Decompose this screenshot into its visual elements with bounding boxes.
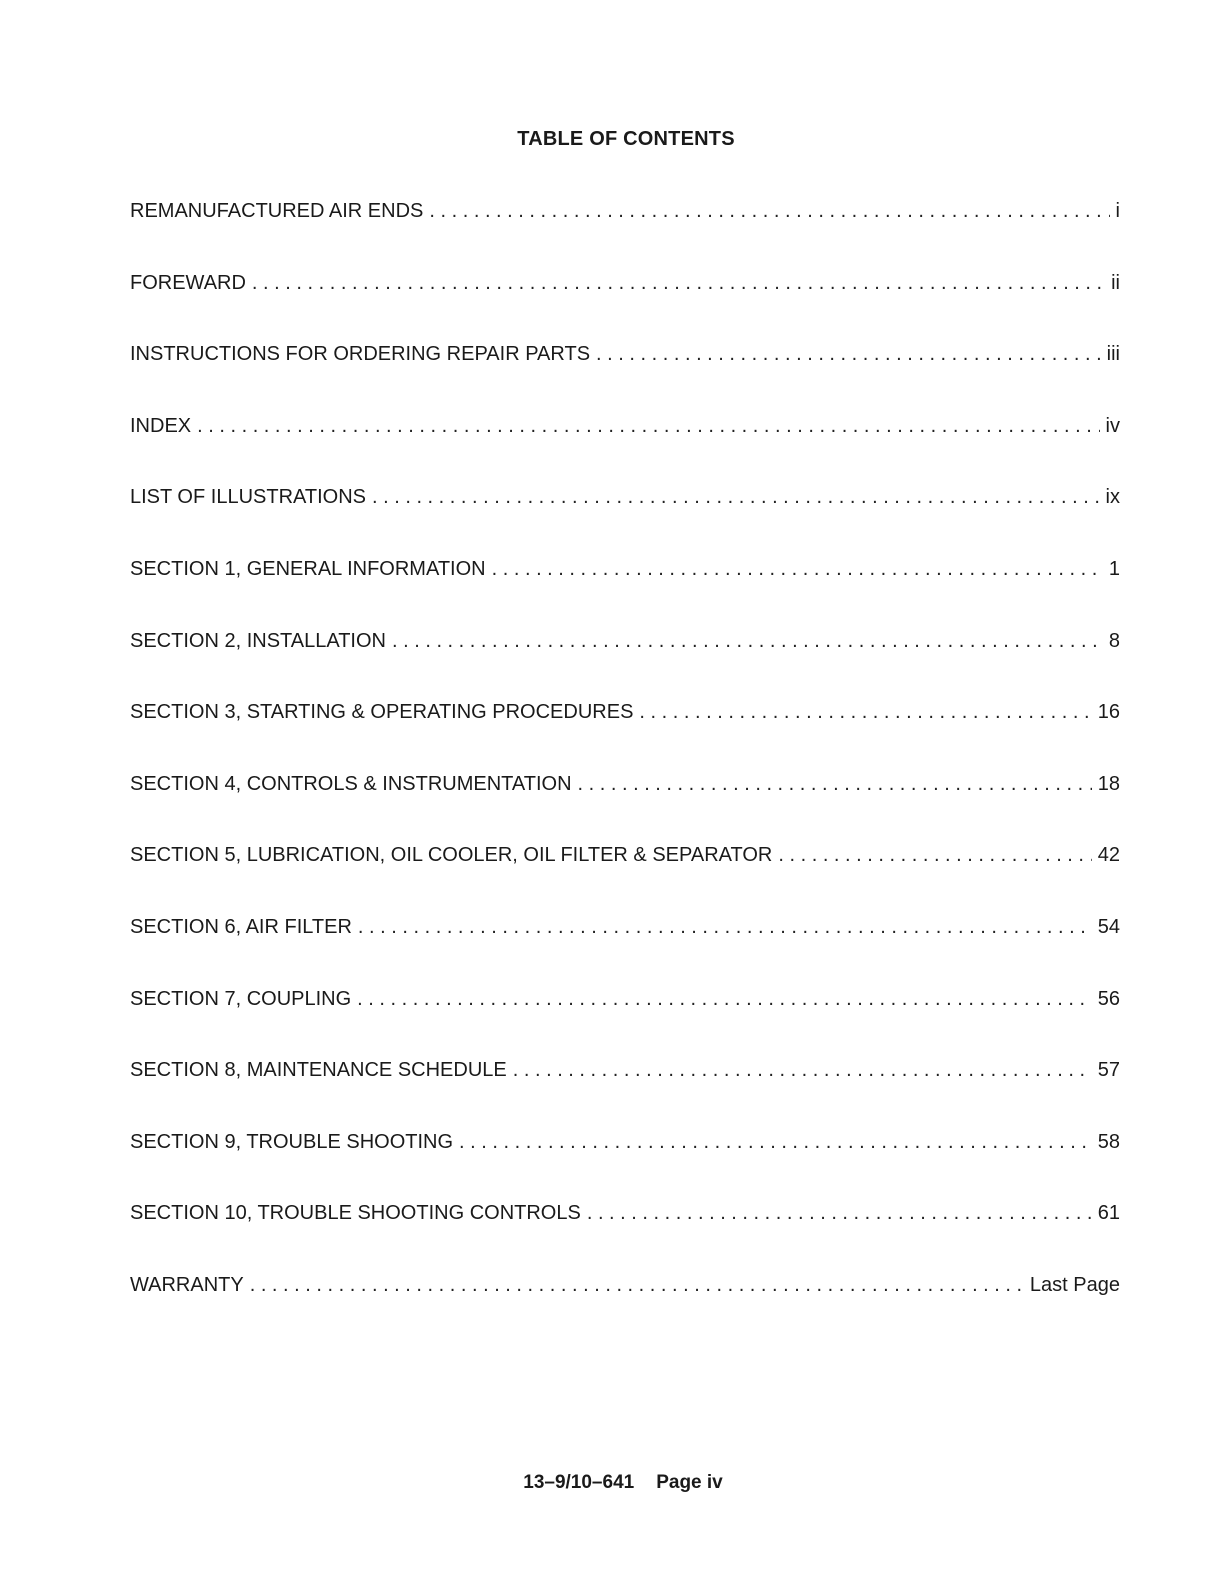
toc-entry-page: 61: [1097, 1202, 1120, 1225]
toc-entry: [130, 558, 1120, 630]
toc-entry-page: 58: [1097, 1130, 1120, 1153]
dot-leader: [250, 1274, 1024, 1297]
dot-leader: [459, 1131, 1092, 1154]
toc-entry-label: SECTION 8, MAINTENANCE SCHEDULE: [130, 1059, 507, 1082]
toc-entry: [130, 1274, 1120, 1346]
toc-entry: [130, 415, 1120, 487]
page-footer: [0, 1472, 1232, 1494]
toc-entry-label: WARRANTY: [130, 1273, 244, 1296]
table-of-contents: [130, 200, 1120, 1346]
toc-entry: [130, 773, 1120, 845]
toc-entry: [130, 630, 1120, 702]
dot-leader: [197, 415, 1099, 438]
dot-leader: [778, 844, 1091, 867]
dot-leader: [578, 773, 1092, 796]
toc-entry-page: Last Page: [1029, 1273, 1120, 1296]
toc-entry: [130, 988, 1120, 1060]
toc-entry-page: 56: [1097, 987, 1120, 1010]
toc-entry-label: SECTION 6, AIR FILTER: [130, 915, 352, 938]
toc-entry-label: SECTION 7, COUPLING: [130, 987, 352, 1010]
toc-entry-page: 42: [1097, 844, 1120, 867]
toc-entry-label: INDEX: [130, 414, 192, 437]
toc-entry-page: 16: [1097, 701, 1120, 724]
toc-entry: [130, 343, 1120, 415]
dot-leader: [429, 200, 1109, 223]
toc-entry-page: 18: [1097, 772, 1120, 795]
dot-leader: [372, 486, 1100, 509]
dot-leader: [358, 916, 1092, 939]
dot-leader: [392, 630, 1103, 653]
dot-leader: [587, 1202, 1092, 1225]
toc-entry-page: iv: [1105, 414, 1120, 437]
toc-entry-page: 1: [1108, 557, 1120, 580]
toc-entry-page: i: [1115, 200, 1120, 222]
toc-entry: [130, 1131, 1120, 1203]
toc-entry-label: SECTION 9, TROUBLE SHOOTING: [130, 1130, 454, 1153]
toc-entry: [130, 844, 1120, 916]
toc-entry-page: ix: [1105, 486, 1120, 509]
dot-leader: [492, 558, 1103, 581]
toc-entry-label: REMANUFACTURED AIR ENDS: [130, 200, 424, 222]
toc-entry: [130, 1202, 1120, 1274]
toc-entry: [130, 701, 1120, 773]
toc-entry-page: ii: [1111, 271, 1120, 294]
toc-entry-label: SECTION 4, CONTROLS & INSTRUMENTATION: [130, 772, 572, 795]
page-number: Page iv: [656, 1472, 723, 1493]
toc-entry: [130, 916, 1120, 988]
toc-entry: [130, 486, 1120, 558]
toc-entry-label: SECTION 3, STARTING & OPERATING PROCEDURES: [130, 701, 634, 724]
dot-leader: [596, 343, 1101, 366]
toc-entry-page: 54: [1097, 915, 1120, 938]
dot-leader: [639, 701, 1091, 724]
toc-entry-label: INSTRUCTIONS FOR ORDERING REPAIR PARTS: [130, 343, 591, 366]
toc-entry-label: SECTION 1, GENERAL INFORMATION: [130, 557, 486, 580]
toc-entry-page: 57: [1097, 1059, 1120, 1082]
page-title: TABLE OF CONTENTS: [517, 128, 735, 150]
toc-entry-label: FOREWARD: [130, 271, 246, 294]
toc-entry-page: iii: [1106, 343, 1120, 366]
toc-entry: [130, 1059, 1120, 1131]
toc-entry-page: 8: [1108, 629, 1120, 652]
document-number: 13–9/10–641: [523, 1472, 635, 1493]
toc-entry: [130, 200, 1120, 272]
dot-leader: [357, 988, 1092, 1011]
toc-entry-label: SECTION 10, TROUBLE SHOOTING CONTROLS: [130, 1202, 581, 1225]
dot-leader: [252, 272, 1105, 295]
toc-entry-label: SECTION 2, INSTALLATION: [130, 629, 386, 652]
dot-leader: [513, 1059, 1092, 1082]
toc-entry: [130, 272, 1120, 344]
toc-entry-label: LIST OF ILLUSTRATIONS: [130, 486, 366, 509]
toc-entry-label: SECTION 5, LUBRICATION, OIL COOLER, OIL FILTER & SEPARATOR: [130, 844, 773, 867]
